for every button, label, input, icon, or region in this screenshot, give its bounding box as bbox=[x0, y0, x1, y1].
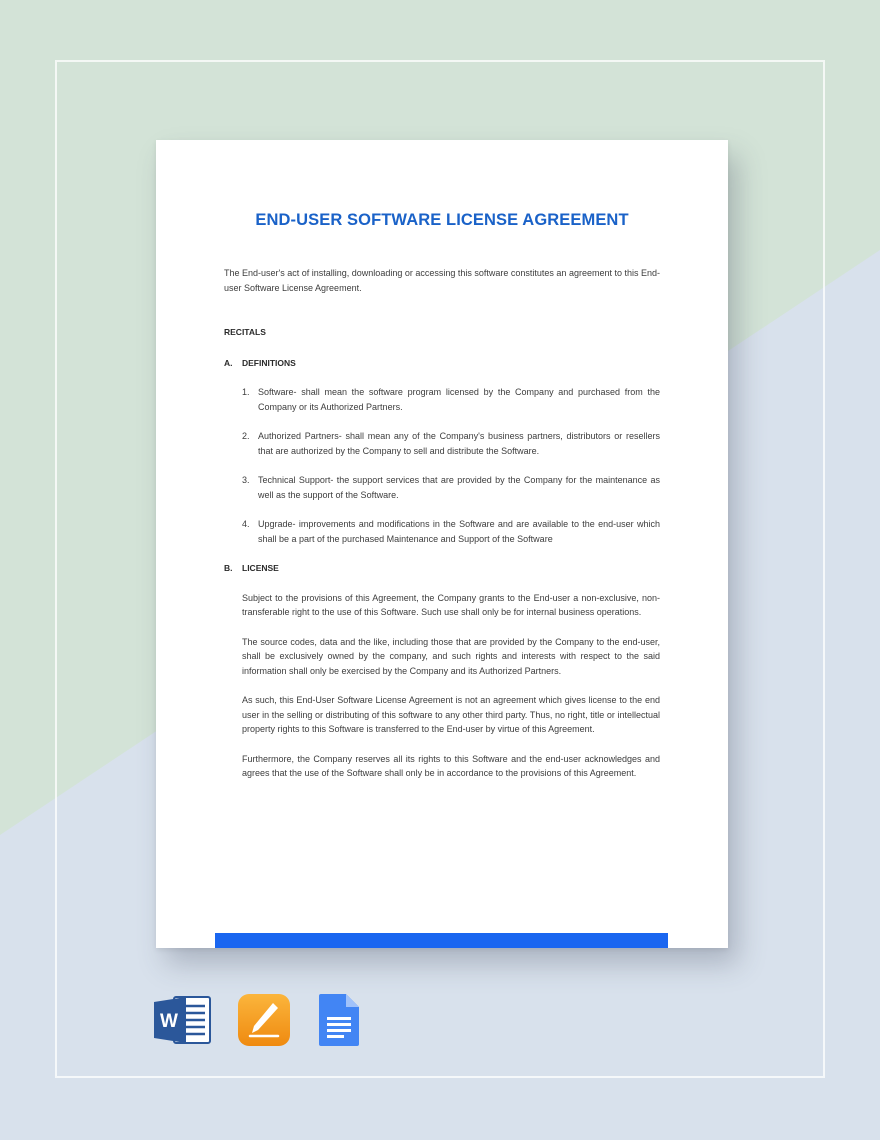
license-heading bbox=[224, 561, 660, 576]
recitals-heading: RECITALS bbox=[224, 327, 266, 337]
definitions-list bbox=[242, 385, 660, 546]
list-item bbox=[242, 429, 660, 458]
intro-paragraph: The End-user's act of installing, downloading or accessing this software constitutes an agreement to this End-user Software License Agreement. bbox=[224, 268, 660, 293]
list-number: 2. bbox=[242, 431, 250, 441]
list-text: Technical Support- the support services that are provided by the Company for the maintenance as well as the support of the Software. bbox=[258, 475, 660, 500]
list-item bbox=[242, 473, 660, 502]
section-letter: A. bbox=[224, 357, 233, 368]
list-number: 4. bbox=[242, 519, 250, 529]
footer-bar bbox=[215, 933, 668, 948]
list-text: Software- shall mean the software program licensed by the Company and purchased from the Company or its Authorized Partners. bbox=[258, 387, 660, 412]
license-paragraph: As such, this End-User Software License Agreement is not an agreement which gives license to the end user in the selling or distributing of this software to any other third party. Thus, no right, title or intellectual property rights to this Software is transferred to the End-user by virtue of this Agreement. bbox=[242, 695, 660, 734]
ms-word-icon[interactable] bbox=[154, 994, 212, 1046]
list-number: 3. bbox=[242, 475, 250, 485]
google-docs-icon[interactable] bbox=[318, 993, 360, 1047]
document-page bbox=[156, 140, 728, 948]
license-section bbox=[242, 591, 660, 781]
license-paragraph: The source codes, data and the like, including those that are provided by the Company to the end-user, shall be exclusively owned by the company, and such rights and interests with respect to the said information shall only be exercised by the Company and its Authorized Partners. bbox=[242, 636, 660, 676]
document-title: END-USER SOFTWARE LICENSE AGREEMENT bbox=[255, 211, 629, 229]
definitions-heading bbox=[224, 356, 660, 371]
list-number: 1. bbox=[242, 387, 250, 397]
apple-pages-icon[interactable] bbox=[237, 993, 291, 1047]
list-item bbox=[242, 385, 660, 414]
list-text: Upgrade- improvements and modifications in the Software and are available to the end-user which shall be a part of the purchased Maintenance and Support of the Software bbox=[258, 519, 660, 544]
word-letter: W bbox=[160, 1011, 178, 1032]
section-title: DEFINITIONS bbox=[242, 357, 296, 368]
license-paragraph: Furthermore, the Company reserves all its rights to this Software and the end-user acknowledges and agrees that the use of the Software shall only be in accordance to the provisions of this Agreement. bbox=[242, 753, 660, 778]
document-body bbox=[224, 266, 660, 796]
license-paragraph: Subject to the provisions of this Agreement, the Company grants to the End-user a non-exclusive, non-transferable right to the use of this Software. Such use shall only be for internal business operations. bbox=[242, 592, 660, 617]
list-item bbox=[242, 517, 660, 546]
section-letter: B. bbox=[224, 563, 233, 573]
section-title: LICENSE bbox=[242, 563, 279, 573]
list-text: Authorized Partners- shall mean any of the Company's business partners, distributors or resellers that are authorized by the Company to sell and distribute the Software. bbox=[258, 431, 660, 456]
